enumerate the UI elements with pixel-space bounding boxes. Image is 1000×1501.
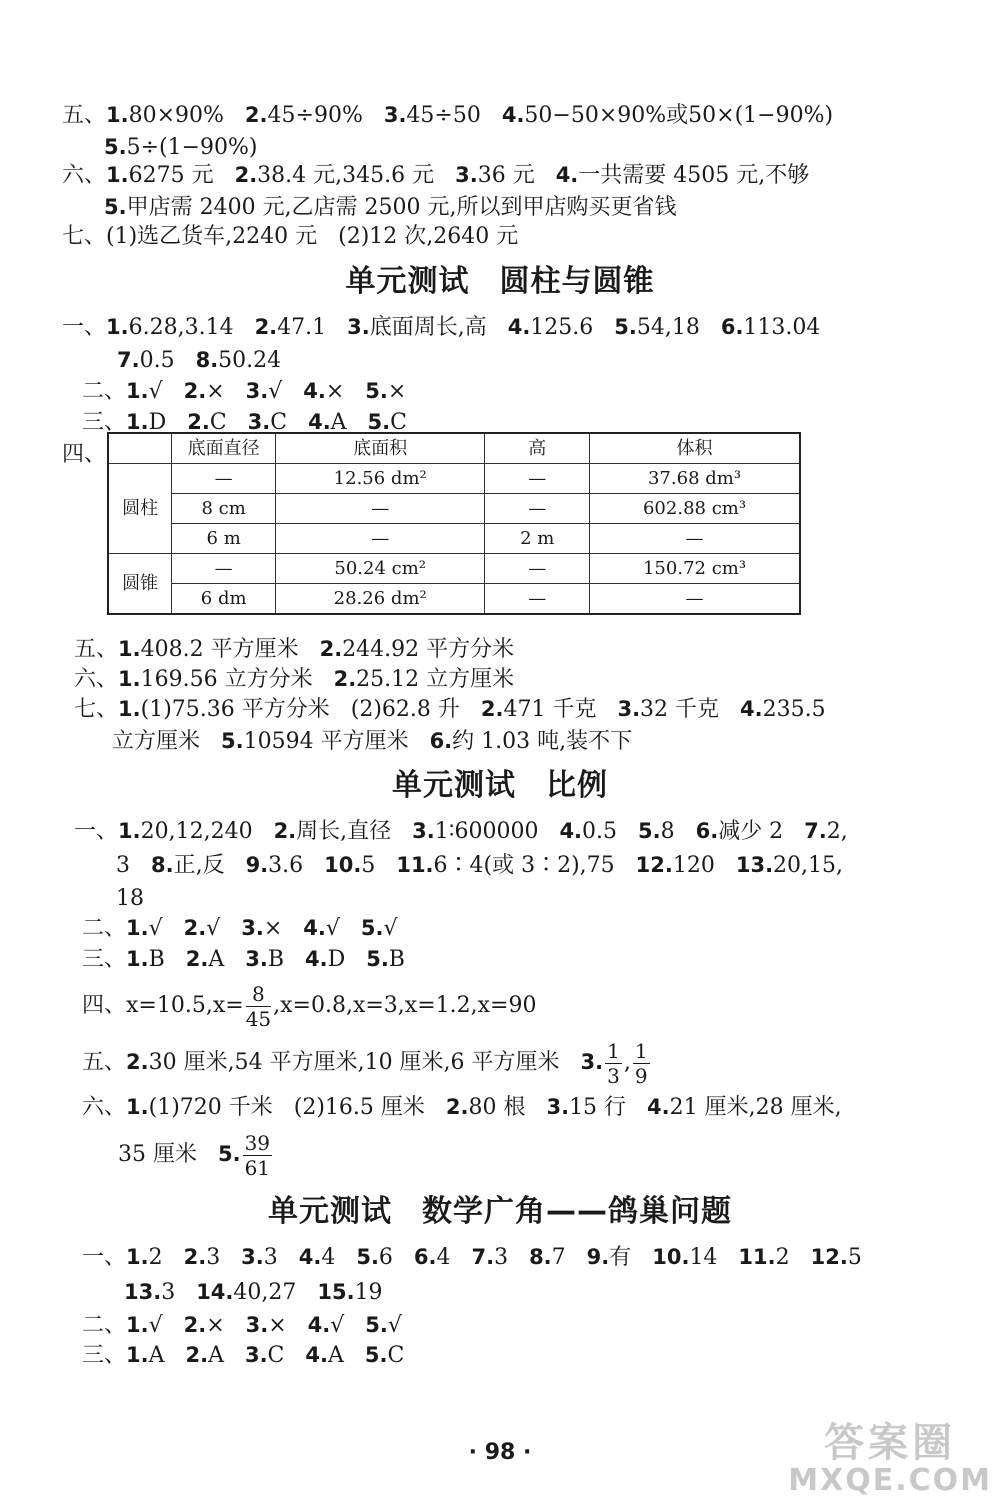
pigeon-answer-1-line2: 13.3 14.40,27 15.19	[124, 1280, 383, 1305]
table-header-cell: 底面直径	[172, 433, 276, 464]
table-cell: —	[485, 494, 590, 524]
ratio-answer-1-line2: 3 8.正,反 9.3.6 10.5 11.6∶4(或 3∶2),75 12.120 13.20,15,	[116, 853, 844, 878]
cyl-answer-1-line1: 一、1.6.28,3.14 2.47.1 3.底面周长,高 4.125.6 5.54,18 6.113.04	[62, 315, 821, 340]
answer-line-6-1: 六、1.6275 元 2.38.4 元,345.6 元 3.36 元 4.一共需要 4505 元,不够	[62, 163, 810, 188]
ratio-answer-6-line1: 六、1.(1)720 千米 (2)16.5 厘米 2.80 根 3.15 行 4.21 厘米,28 厘米,	[82, 1095, 842, 1120]
table-header-cell: 高	[485, 433, 590, 464]
ratio-answer-4: 四、x=10.5,x= $\frac{8}{45}$ ,x=0.8,x=3,x=1.2,x=90	[82, 981, 537, 1031]
table-cell: 6 m	[172, 524, 276, 554]
table-cell: 2 m	[485, 524, 590, 554]
table-cell: 37.68 dm³	[590, 464, 800, 494]
section-title-ratio: 单元测试 比例	[392, 768, 608, 803]
cyl-answer-6: 六、1.169.56 立方分米 2.25.12 立方厘米	[74, 667, 515, 692]
pigeon-answer-1-line1: 一、1.2 2.3 3.3 4.4 5.6 6.4 7.3 8.7 9.有 10.14 11.2 12.5	[82, 1245, 862, 1270]
table-header-row	[108, 433, 800, 464]
ratio-answer-2: 二、1.√ 2.√ 3.× 4.√ 5.√	[82, 916, 398, 941]
cyl-answer-2: 二、1.√ 2.× 3.√ 4.× 5.×	[82, 379, 407, 404]
fraction: $\frac{39}{61}$	[244, 1130, 271, 1180]
answer-line-5-2: 5.5÷(1−90%)	[104, 135, 258, 160]
watermark-logo	[788, 1421, 992, 1497]
table-cell: —	[590, 584, 800, 615]
table-cell: —	[172, 554, 276, 584]
table-header-cell	[108, 433, 172, 464]
table-row	[108, 584, 800, 615]
table-row	[108, 494, 800, 524]
cyl-answer-3: 三、1.D 2.C 3.C 4.A 5.C	[82, 410, 407, 435]
answer-line-6-2: 5.甲店需 2400 元,乙店需 2500 元,所以到甲店购买更省钱	[104, 195, 677, 220]
page-number: · 98 ·	[468, 1440, 532, 1465]
watermark-url: MXQE.COM	[788, 1463, 992, 1498]
answer-line-5-1: 五、1.80×90% 2.45÷90% 3.45÷50 4.50−50×90%或50×(1−90%)	[62, 103, 834, 128]
pigeon-answer-2: 二、1.√ 2.× 3.× 4.√ 5.√	[82, 1313, 402, 1338]
table-cell: —	[172, 464, 276, 494]
fraction: $\frac{1}{9}$	[634, 1038, 648, 1088]
cyl-answer-4-label: 四、	[62, 442, 107, 467]
cyl-answer-1-line2: 7.0.5 8.50.24	[117, 348, 282, 373]
section-title-pigeonhole: 单元测试 数学广角——鸽巢问题	[268, 1194, 732, 1229]
ratio-answer-3: 三、1.B 2.A 3.B 4.D 5.B	[82, 947, 405, 972]
ratio-answer-1-line1: 一、1.20,12,240 2.周长,直径 3.1∶600000 4.0.5 5.8 6.减少 2 7.2,	[74, 819, 848, 844]
table-header-cell: 体积	[590, 433, 800, 464]
table-cell: —	[590, 524, 800, 554]
table-row	[108, 554, 800, 584]
ratio-answer-6-line2: 35 厘米 5. $\frac{39}{61}$	[118, 1130, 271, 1180]
volume-table	[107, 432, 801, 615]
cyl-answer-7-line1: 七、1.(1)75.36 平方分米 (2)62.8 升 2.471 千克 3.32 千克 4.235.5	[74, 697, 826, 722]
ratio-answer-5: 五、2.30 厘米,54 平方厘米,10 厘米,6 平方厘米 3. $\frac{1}{3}$ , $\frac{1}{9}$	[82, 1038, 648, 1088]
cyl-answer-5: 五、1.408.2 平方厘米 2.244.92 平方分米	[74, 637, 515, 662]
table-row	[108, 524, 800, 554]
table-cell: —	[485, 584, 590, 615]
table-cell: 50.24 cm²	[276, 554, 485, 584]
table-cell: 6 dm	[172, 584, 276, 615]
row-group-label-cone: 圆锥	[108, 554, 172, 615]
table-header-cell: 底面积	[276, 433, 485, 464]
table-cell: —	[276, 494, 485, 524]
watermark-text: 答案圈	[824, 1420, 957, 1466]
answer-line-7-1: 七、(1)选乙货车,2240 元 (2)12 次,2640 元	[62, 224, 519, 249]
table-cell: 602.88 cm³	[590, 494, 800, 524]
table-cell: —	[485, 554, 590, 584]
fraction: $\frac{8}{45}$	[245, 981, 272, 1031]
row-group-label-cylinder: 圆柱	[108, 464, 172, 554]
table-cell: 8 cm	[172, 494, 276, 524]
table-cell: 150.72 cm³	[590, 554, 800, 584]
ratio-answer-1-line3: 18	[116, 886, 144, 911]
table-cell: —	[485, 464, 590, 494]
table-cell: 12.56 dm²	[276, 464, 485, 494]
pigeon-answer-3: 三、1.A 2.A 3.C 4.A 5.C	[82, 1343, 405, 1368]
table-cell: 28.26 dm²	[276, 584, 485, 615]
fraction: $\frac{1}{3}$	[607, 1038, 620, 1088]
table-row	[108, 464, 800, 494]
table-cell: —	[276, 524, 485, 554]
section-title-cylinder-cone: 单元测试 圆柱与圆锥	[345, 264, 655, 299]
cyl-answer-7-line2: 立方厘米 5.10594 平方厘米 6.约 1.03 吨,装不下	[112, 729, 633, 754]
